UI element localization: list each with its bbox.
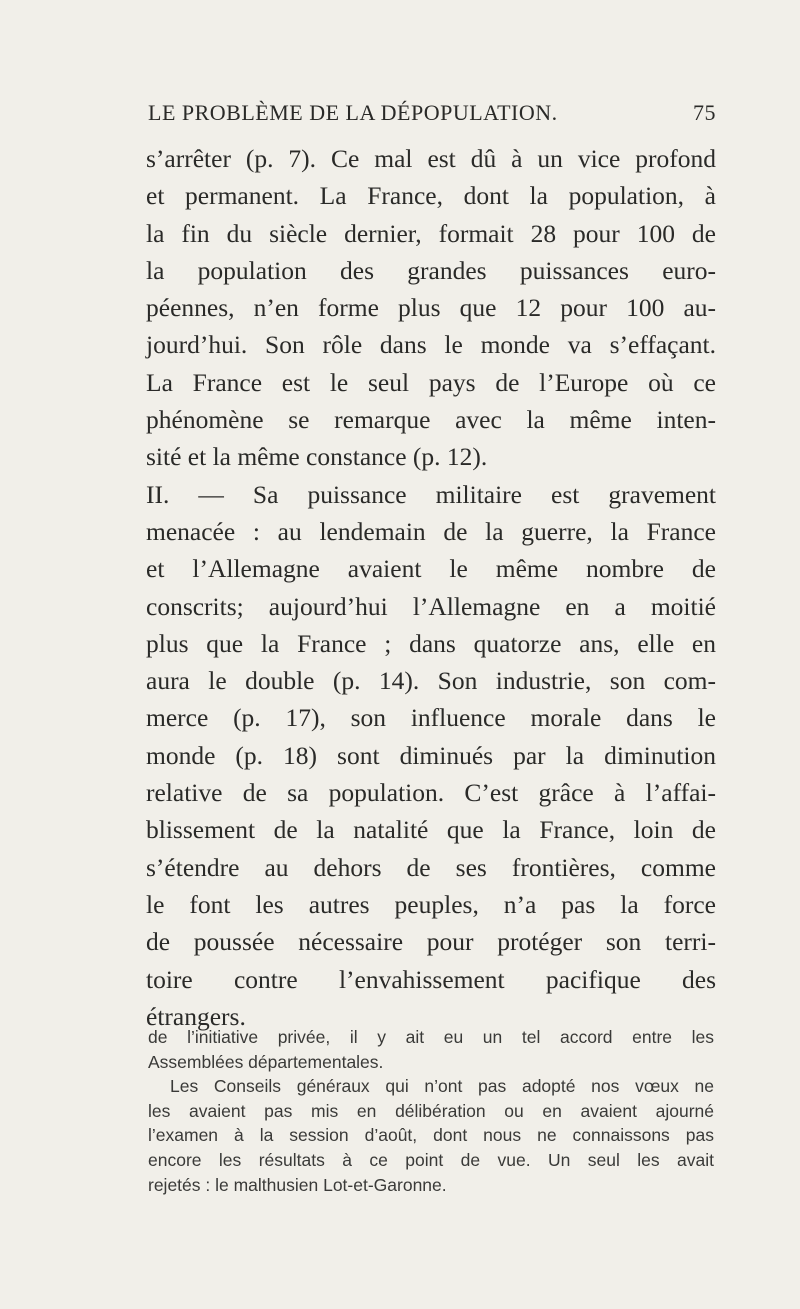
text-line: péennes, n’en forme plus que 12 pour 100 au- — [146, 293, 716, 323]
text-line: étrangers. — [146, 1001, 246, 1031]
text-line: sité et la même constance (p. 12). — [146, 442, 488, 472]
text-line: merce (p. 17), son influence morale dans le — [146, 703, 716, 733]
text-line: le font les autres peuples, n’a pas la force — [146, 889, 716, 919]
text-line: monde (p. 18) sont diminués par la diminution — [146, 740, 716, 770]
text-line: phénomène se remarque avec la même inten- — [146, 405, 716, 435]
footnote-line: les avaient pas mis en délibération ou en avaient ajourné — [148, 1100, 714, 1121]
text-line: jourd’hui. Son rôle dans le monde va s’effaçant. — [146, 330, 716, 360]
text-line: de poussée nécessaire pour protéger son terri- — [146, 927, 716, 957]
footnote-line: de l’initiative privée, il y ait eu un tel accord entre les — [148, 1027, 714, 1047]
main-text — [146, 140, 716, 1035]
text-line: s’étendre au dehors de ses frontières, comme — [146, 852, 716, 882]
text-line: et l’Allemagne avaient le même nombre de — [146, 554, 716, 584]
text-line: menacée : au lendemain de la guerre, la France — [146, 516, 716, 546]
footnote-line: rejetés : le malthusien Lot-et-Garonne. — [148, 1174, 447, 1195]
text-line: toire contre l’envahissement pacifique des — [146, 964, 716, 994]
text-line: blissement de la natalité que la France, loin de — [146, 815, 716, 845]
footnote-line: Les Conseils généraux qui n’ont pas adopté nos vœux ne — [170, 1076, 714, 1097]
footnote-line: encore les résultats à ce point de vue. Un seul les avait — [148, 1149, 714, 1170]
page-header — [148, 100, 716, 136]
running-title: LE PROBLÈME DE LA DÉPOPULATION. — [148, 100, 558, 125]
text-line: II. — Sa puissance militaire est gravement — [146, 479, 716, 509]
text-line: conscrits; aujourd’hui l’Allemagne en a moitié — [146, 591, 716, 621]
text-line: s’arrêter (p. 7). Ce mal est dû à un vice profond — [146, 144, 716, 173]
footnote-line: l’examen à la session d’août, dont nous ne connaissons pas — [148, 1125, 714, 1146]
page-number: 75 — [693, 100, 716, 125]
text-line: la population des grandes puissances euro- — [146, 255, 716, 285]
footnote — [148, 1025, 714, 1197]
footnote-line: Assemblées départementales. — [148, 1051, 384, 1072]
text-line: la fin du siècle dernier, formait 28 pour 100 de — [146, 218, 716, 248]
text-line: relative de sa population. C’est grâce à l’affai- — [146, 778, 716, 808]
text-line: plus que la France ; dans quatorze ans, elle en — [146, 628, 716, 658]
text-line: aura le double (p. 14). Son industrie, son com- — [146, 666, 716, 696]
text-line: La France est le seul pays de l’Europe où ce — [146, 367, 716, 397]
text-line: et permanent. La France, dont la population, à — [146, 181, 716, 211]
